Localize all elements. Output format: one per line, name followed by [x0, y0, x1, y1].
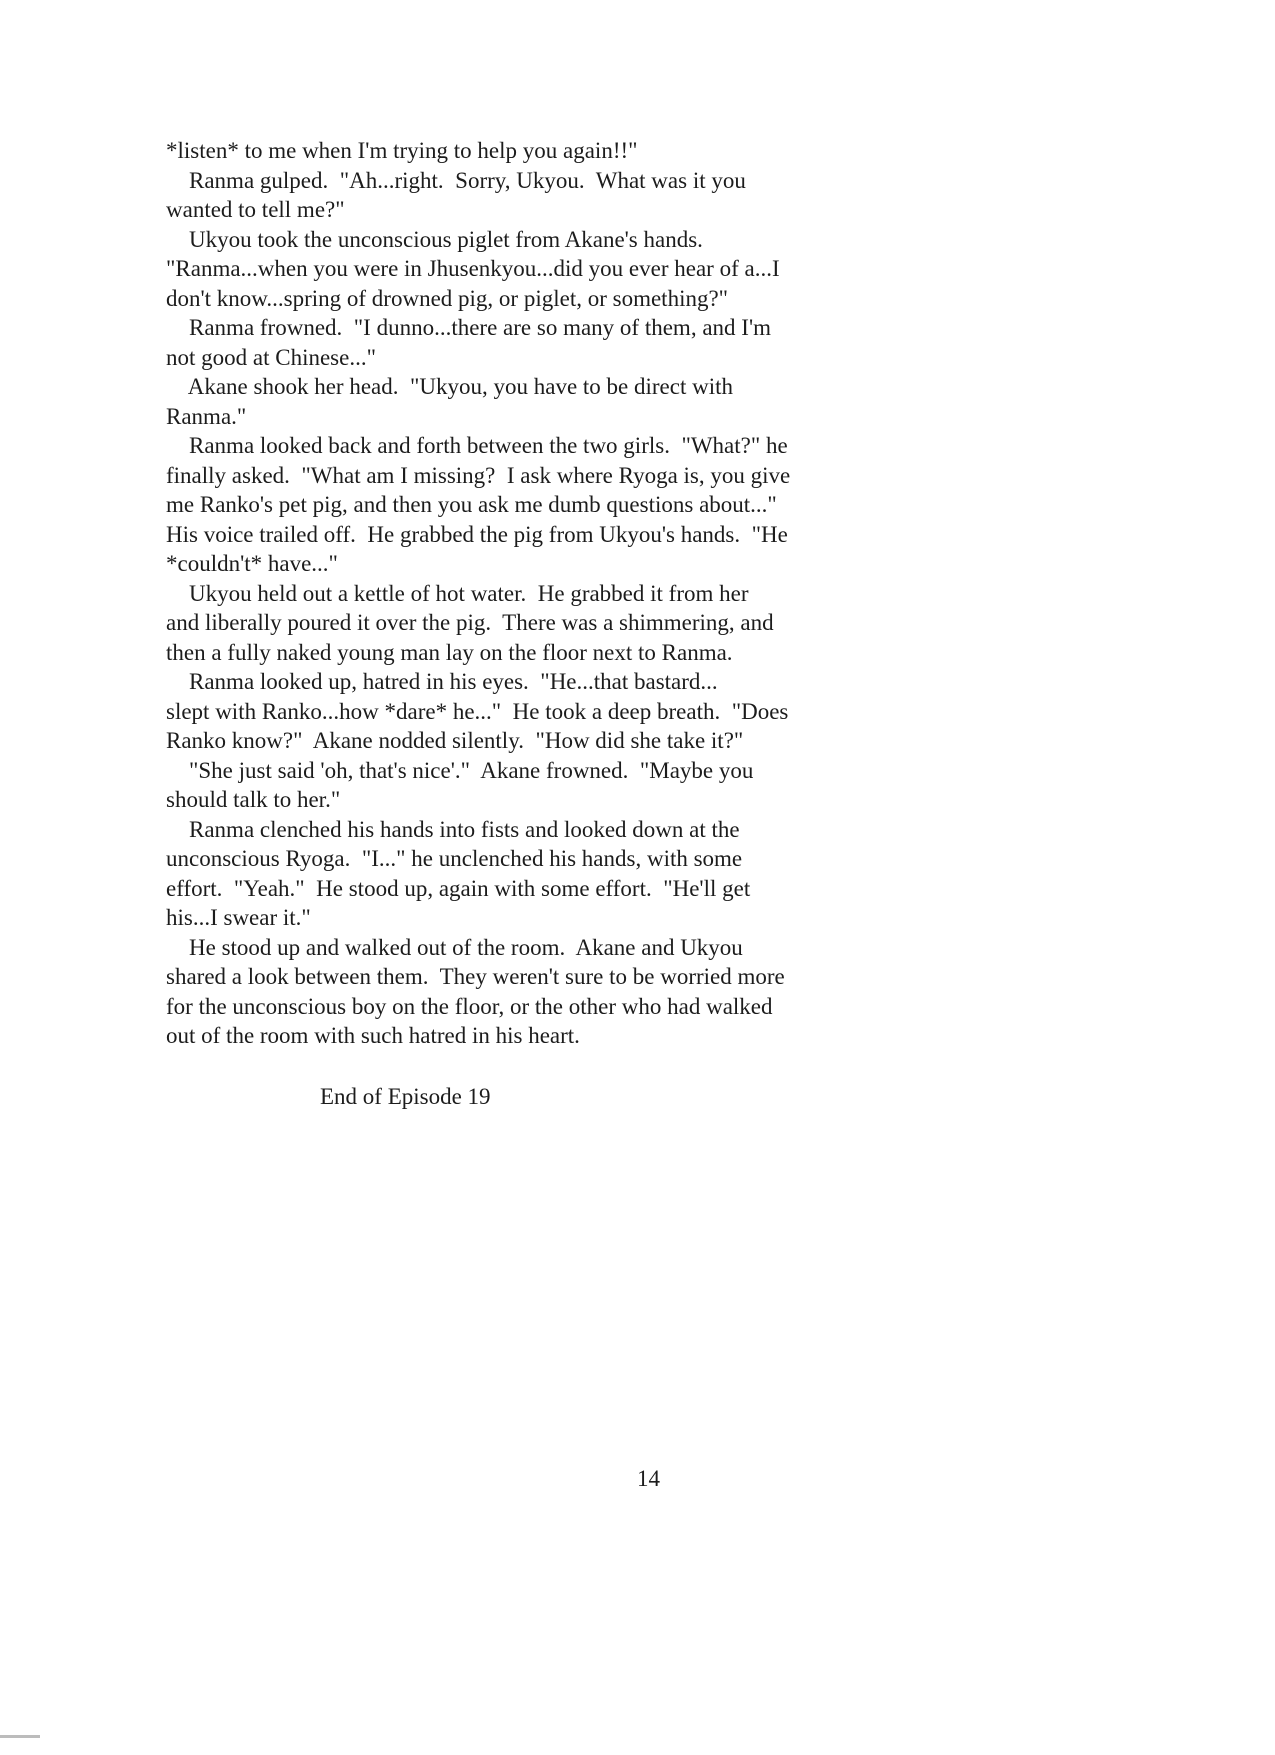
- text-line: "Ranma...when you were in Jhusenkyou...did you ever hear of a...I: [166, 256, 780, 281]
- text-line: and liberally poured it over the pig. There was a shimmering, and: [166, 610, 774, 635]
- page-number: 14: [637, 1466, 660, 1491]
- text-line: Ukyou held out a kettle of hot water. He grabbed it from her: [166, 580, 749, 606]
- text-line: Akane shook her head. "Ukyou, you have to be direct with: [166, 374, 734, 399]
- text-line: Ranma looked back and forth between the two girls. "What?" he: [166, 433, 788, 458]
- text-line: should talk to her.": [166, 787, 341, 812]
- text-line: *couldn't* have...": [166, 551, 338, 576]
- text-line: his...I swear it.": [166, 905, 311, 930]
- text-line: Ranma frowned. "I dunno...there are so many of them, and I'm: [166, 315, 771, 340]
- text-line: Ranko know?" Akane nodded silently. "How did she take it?": [166, 728, 744, 753]
- text-line: shared a look between them. They weren't sure to be worried more: [166, 964, 785, 989]
- text-line: Ranma.": [166, 403, 247, 429]
- text-line: don't know...spring of drowned pig, or piglet, or something?": [166, 285, 729, 311]
- text-line: not good at Chinese...": [166, 344, 376, 370]
- text-line: *listen* to me when I'm trying to help you again!!": [166, 138, 638, 163]
- text-line: Ranma gulped. "Ah...right. Sorry, Ukyou. What was it you: [166, 167, 746, 193]
- text-line: finally asked. "What am I missing? I ask where Ryoga is, you give: [166, 462, 791, 488]
- text-line: then a fully naked young man lay on the floor next to Ranma.: [166, 639, 733, 665]
- scan-edge-mark: [0, 1735, 40, 1738]
- text-line: Ranma clenched his hands into fists and looked down at the: [166, 816, 740, 842]
- text-line: Ranma looked up, hatred in his eyes. "He...that bastard...: [166, 669, 718, 694]
- text-line: effort. "Yeah." He stood up, again with some effort. "He'll get: [166, 875, 751, 901]
- text-line: Ukyou took the unconscious piglet from Akane's hands.: [166, 226, 703, 252]
- text-line: His voice trailed off. He grabbed the pig from Ukyou's hands. "He: [166, 521, 788, 547]
- text-line: slept with Ranko...how *dare* he..." He took a deep breath. "Does: [166, 698, 789, 724]
- text-line: unconscious Ryoga. "I..." he unclenched his hands, with some: [166, 846, 743, 871]
- text-line: He stood up and walked out of the room. Akane and Ukyou: [166, 934, 743, 960]
- text-line: me Ranko's pet pig, and then you ask me dumb questions about...": [166, 492, 777, 517]
- text-line: wanted to tell me?": [166, 197, 345, 222]
- text-line: for the unconscious boy on the floor, or the other who had walked: [166, 993, 773, 1019]
- text-line: "She just said 'oh, that's nice'." Akane frowned. "Maybe you: [166, 757, 754, 783]
- body-text: [166, 136, 856, 1051]
- episode-end-label: End of Episode 19: [320, 1084, 491, 1109]
- text-line: out of the room with such hatred in his heart.: [166, 1023, 580, 1048]
